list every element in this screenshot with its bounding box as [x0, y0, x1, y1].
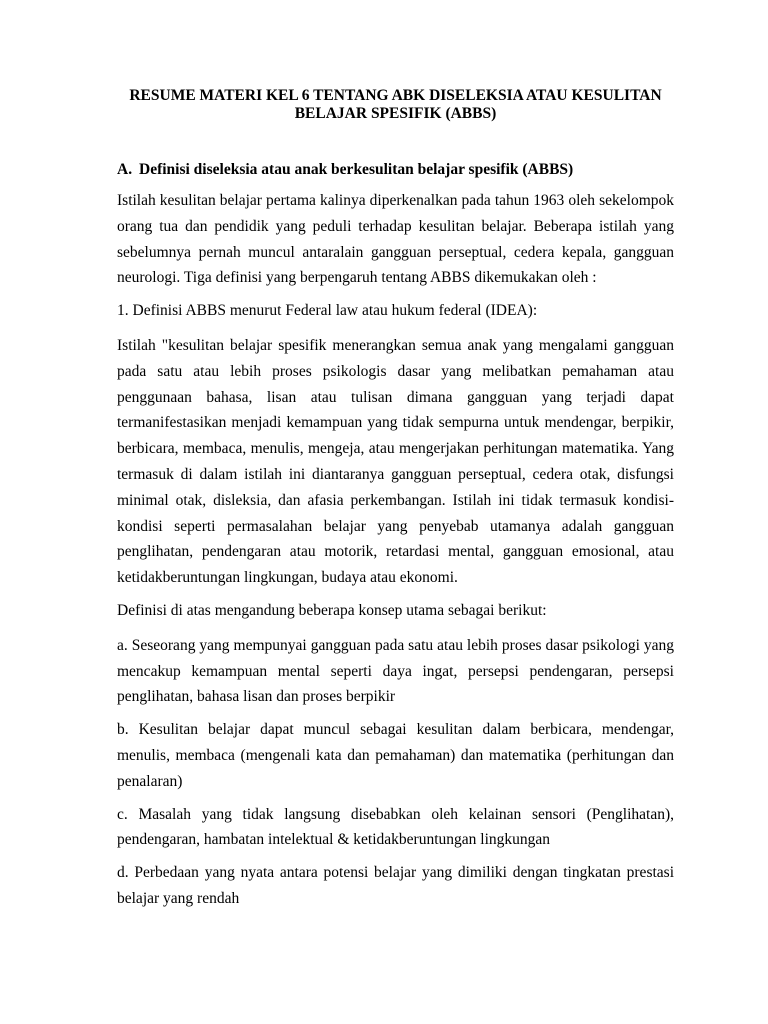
paragraph-concept-c: c. Masalah yang tidak langsung disebabkan oleh kelainan sensori (Penglihatan), pendengaran, hambatan intelektual & ketidakberuntungan lingkungan: [117, 805, 674, 849]
paragraph-concept-b: b. Kesulitan belajar dapat muncul sebagai kesulitan dalam berbicara, mendengar, menulis, membaca (mengenali kata dan pemahaman) dan matematika (perhitungan dan penalaran): [117, 721, 674, 790]
document-title: [117, 87, 674, 123]
document-title-line-1: RESUME MATERI KEL 6 TENTANG ABK DISELEKSIA ATAU KESULITAN: [129, 87, 662, 104]
paragraph-concept-d: d. Perbedaan yang nyata antara potensi belajar yang dimiliki dengan tingkatan prestasi belajar yang rendah: [117, 864, 674, 907]
paragraph-definition-1-body: Istilah "kesulitan belajar spesifik menerangkan semua anak yang mengalami gangguan pada satu atau lebih proses psikologis dasar yang melibatkan pemahaman atau penggunaan bahasa, lisan atau tulisan dimana gangguan yang terjadi dapat termanifestasikan menjadi kemampuan yang tidak sempurna untuk mendengar, berpikir, berbicara, membaca, menulis, mengeja, atau mengerjakan perhitungan matematika. Yang termasuk di dalam istilah ini diantaranya gangguan perseptual, cedera otak, disfungsi minimal otak, disleksia, dan afasia perkembangan. Istilah ini tidak termasuk kondisi-kondisi seperti permasalahan belajar yang penyebab utamanya adalah gangguan penglihatan, pendengaran atau motorik, retardasi mental, gangguan emosional, atau ketidakberuntungan lingkungan, budaya atau ekonomi.: [117, 336, 674, 587]
document-title-line-2: BELAJAR SPESIFIK (ABBS): [294, 105, 497, 122]
paragraph-definition-1: 1. Definisi ABBS menurut Federal law atau hukum federal (IDEA):: [117, 302, 538, 320]
paragraph-concept-a: a. Seseorang yang mempunyai gangguan pada satu atau lebih proses dasar psikologi yang mencakup kemampuan mental seperti daya ingat, persepsi pendengaran, persepsi penglihatan, bahasa lisan dan proses berpikir: [117, 636, 674, 706]
paragraph-intro: Istilah kesulitan belajar pertama kalinya diperkenalkan pada tahun 1963 oleh sekelompok orang tua dan pendidik yang peduli terhadap kesulitan belajar. Beberapa istilah yang sebelumnya pernah muncul antaralain gangguan perseptual, cedera kepala, gangguan neurologi. Tiga definisi yang berpengaruh tentang ABBS dikemukakan oleh :: [117, 192, 674, 287]
paragraph-concepts-intro: Definisi di atas mengandung beberapa konsep utama sebagai berikut:: [117, 601, 547, 619]
section-a-heading-text: Definisi diseleksia atau anak berkesulitan belajar spesifik (ABBS): [139, 161, 574, 178]
section-a-heading: [117, 161, 674, 179]
section-a-letter: A.: [117, 161, 133, 178]
